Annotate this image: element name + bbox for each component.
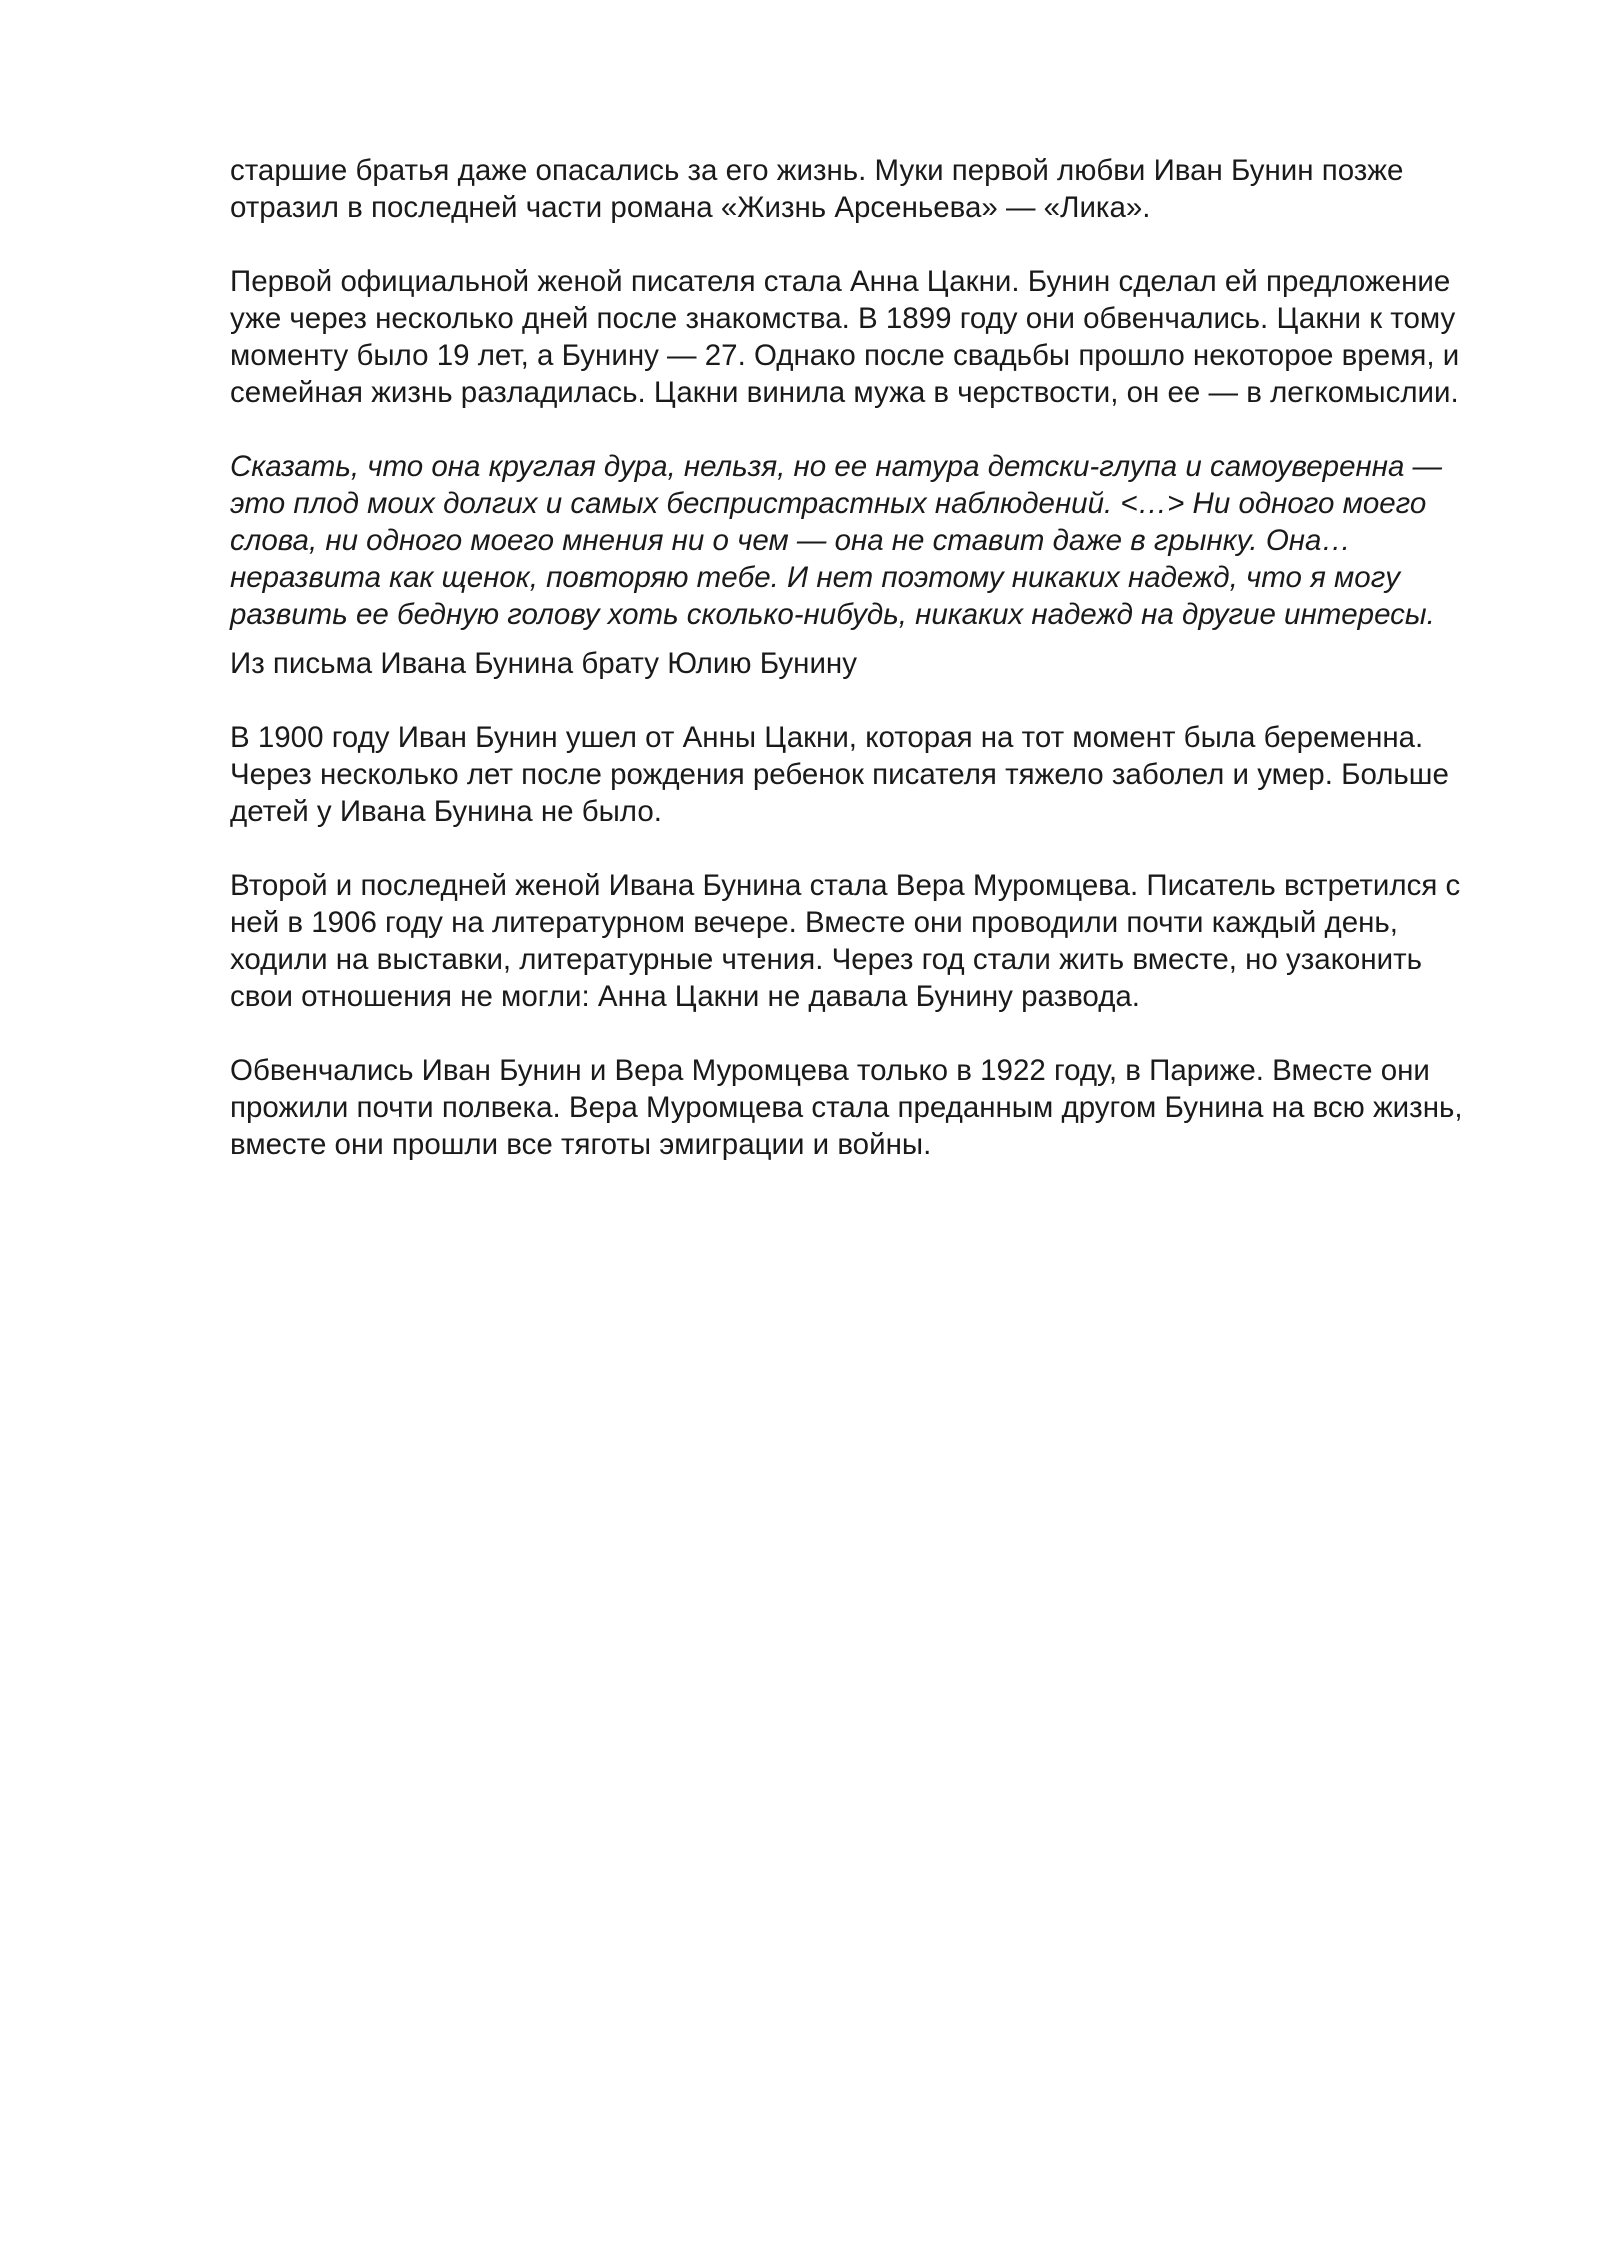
paragraph-separation: В 1900 году Иван Бунин ушел от Анны Цакни, которая на тот момент была беременна. Через несколько лет после рождения ребенок писателя тяжело заболел и умер. Больше детей у Ивана Бунина не было. bbox=[230, 721, 1449, 828]
paragraph-second-wife: Второй и последней женой Ивана Бунина стала Вера Муромцева. Писатель встретился с ней в 1906 году на литературном вечере. Вместе они проводили почти каждый день, ходили на выставки, литературные чтения. Через год стали жить вместе, но узаконить свои отношения не могли: Анна Цакни не давала Бунину развода. bbox=[230, 869, 1461, 1013]
paragraph-first-wife: Первой официальной женой писателя стала Анна Цакни. Бунин сделал ей предложение уже через несколько дней после знакомства. В 1899 году они обвенчались. Цакни к тому моменту было 19 лет, а Бунину — 27. Однако после свадьбы прошло некоторое время, и семейная жизнь разладилась. Цакни винила мужа в черствости, он ее — в легкомыслии. bbox=[230, 265, 1460, 409]
document-body bbox=[230, 152, 1480, 1200]
letter-quote: Сказать, что она круглая дура, нельзя, но ее натура детски-глупа и самоуверенна — это плод моих долгих и самых беспристрастных наблюдений. <…> Ни одного моего слова, ни одного моего мнения ни о чем — она не ставит даже в грынку. Она… неразвита как щенок, повторяю тебе. И нет поэтому никаких надежд, что я могу развить ее бедную голову хоть сколько-нибудь, никаких надежд на другие интересы. bbox=[230, 450, 1443, 631]
paragraph-marriage-paris: Обвенчались Иван Бунин и Вера Муромцева только в 1922 году, в Париже. Вместе они прожили почти полвека. Вера Муромцева стала преданным другом Бунина на всю жизнь, вместе они прошли все тяготы эмиграции и войны. bbox=[230, 1054, 1463, 1161]
quote-source: Из письма Ивана Бунина брату Юлию Бунину bbox=[230, 647, 857, 680]
paragraph-first-love: старшие братья даже опасались за его жизнь. Муки первой любви Иван Бунин позже отразил в последней части романа «Жизнь Арсеньева» — «Лика». bbox=[230, 154, 1404, 224]
